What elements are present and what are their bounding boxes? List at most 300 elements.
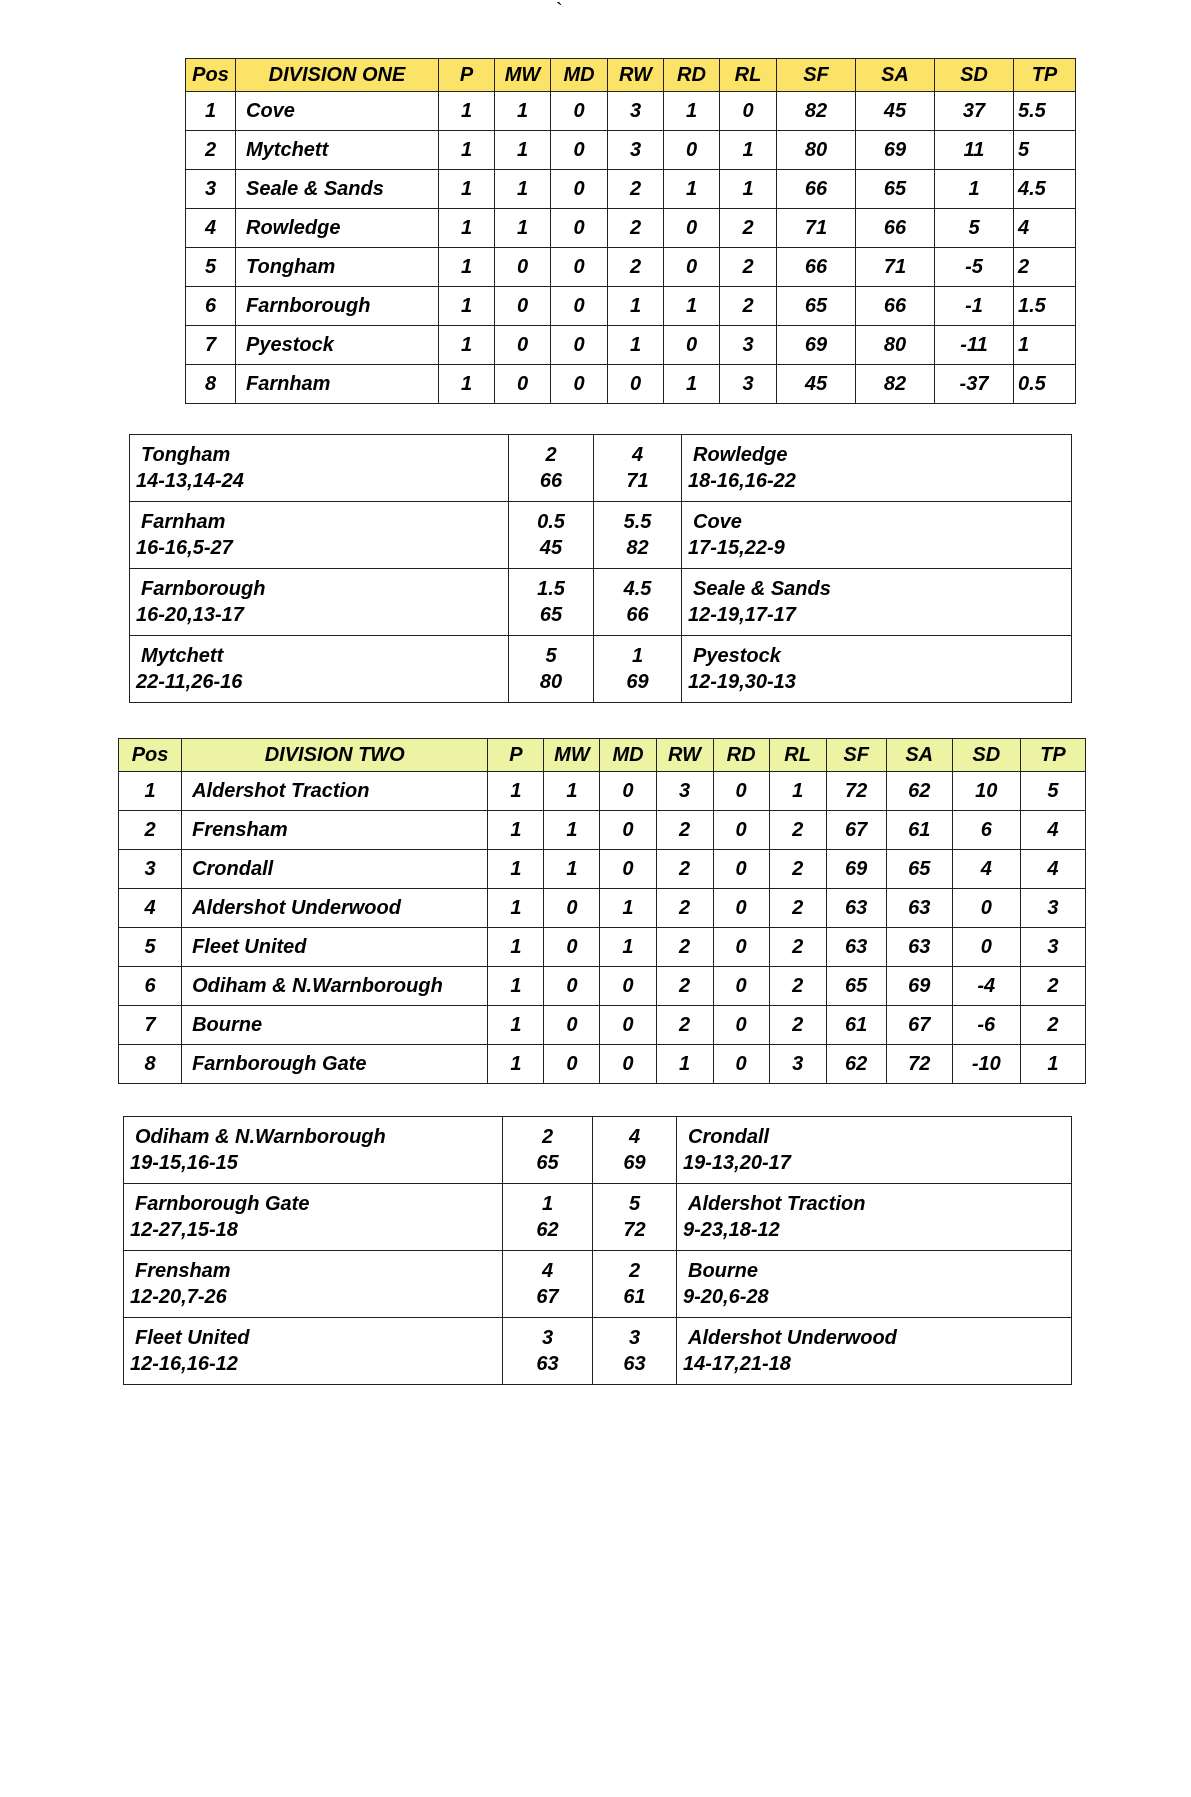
away-points: 1: [631, 645, 644, 667]
table-cell: 7: [119, 1006, 182, 1045]
team-name: Farnborough Gate: [182, 1045, 488, 1084]
away-points-cell: [593, 1184, 677, 1251]
away-game-scores: 17-15,22-9: [688, 537, 785, 559]
table-cell: 4: [186, 209, 236, 248]
column-header: TP: [1020, 739, 1085, 772]
team-name: Tongham: [236, 248, 439, 287]
home-shots-for: 67: [536, 1286, 559, 1308]
table-cell: 0: [713, 1045, 769, 1084]
table-cell: 1: [664, 365, 720, 404]
result-row: [130, 435, 1072, 502]
away-team-name: Crondall: [688, 1126, 770, 1148]
table-cell: 2: [608, 209, 664, 248]
table-cell: 3: [656, 772, 713, 811]
table-row: [186, 248, 1076, 287]
away-points-cell: [593, 1318, 677, 1385]
table-cell: 2: [119, 811, 182, 850]
table-cell: 1: [544, 811, 600, 850]
table-cell: 2: [608, 170, 664, 209]
home-points: 3: [541, 1327, 554, 1349]
table-cell: 2: [656, 850, 713, 889]
table-cell: 2: [1020, 967, 1085, 1006]
away-game-scores: 12-19,17-17: [688, 604, 796, 626]
away-points-cell: [594, 569, 682, 636]
table-cell: 0: [600, 850, 656, 889]
table-cell: 69: [826, 850, 886, 889]
away-team-cell: [682, 502, 1072, 569]
away-points: 4.5: [623, 578, 652, 600]
table-cell: 0: [600, 1006, 656, 1045]
table-row: [119, 850, 1086, 889]
table-cell: 1: [439, 287, 495, 326]
table-cell: 63: [886, 889, 952, 928]
result-row: [124, 1117, 1072, 1184]
away-team-name: Seale & Sands: [693, 578, 831, 600]
column-header: DIVISION ONE: [236, 59, 439, 92]
away-team-name: Aldershot Underwood: [688, 1327, 897, 1349]
table-cell: 72: [826, 772, 886, 811]
away-points: 3: [628, 1327, 641, 1349]
table-cell: 1: [488, 889, 544, 928]
table-cell: 61: [886, 811, 952, 850]
table-cell: 65: [777, 287, 856, 326]
table-row: [186, 209, 1076, 248]
table-cell: 7: [186, 326, 236, 365]
table-cell: 1: [488, 1006, 544, 1045]
division-one-table: [185, 58, 1076, 404]
division-two-results: [123, 1116, 1072, 1385]
table-cell: 4: [1014, 209, 1076, 248]
home-game-scores: 14-13,14-24: [136, 470, 244, 492]
column-header: DIVISION TWO: [182, 739, 488, 772]
table-cell: 1.5: [1014, 287, 1076, 326]
table-cell: 0: [544, 1006, 600, 1045]
away-team-cell: [677, 1184, 1072, 1251]
table-cell: 65: [826, 967, 886, 1006]
table-cell: 1: [656, 1045, 713, 1084]
table-cell: 6: [119, 967, 182, 1006]
home-team-name: Frensham: [135, 1260, 231, 1282]
column-header: RD: [664, 59, 720, 92]
home-points-cell: [503, 1251, 593, 1318]
home-team-name: Odiham & N.Warnborough: [135, 1126, 386, 1148]
team-name: Aldershot Traction: [182, 772, 488, 811]
table-cell: 0: [664, 209, 720, 248]
division-two-body: [119, 772, 1086, 1084]
column-header: SF: [826, 739, 886, 772]
top-mark: `: [556, 0, 563, 22]
table-cell: 67: [886, 1006, 952, 1045]
table-cell: 67: [826, 811, 886, 850]
home-points: 5: [545, 645, 557, 667]
home-team-cell: [130, 502, 509, 569]
away-points: 4: [628, 1126, 641, 1148]
home-team-cell: [124, 1251, 503, 1318]
column-header: TP: [1014, 59, 1076, 92]
home-game-scores: 12-27,15-18: [130, 1219, 238, 1241]
table-row: [186, 365, 1076, 404]
table-cell: 3: [119, 850, 182, 889]
away-points-cell: [593, 1117, 677, 1184]
header-row: [119, 739, 1086, 772]
home-points-cell: [503, 1318, 593, 1385]
home-points: 1.5: [537, 578, 565, 600]
away-team-name: Cove: [693, 511, 742, 533]
table-cell: 2: [656, 928, 713, 967]
home-points: 2: [541, 1126, 554, 1148]
table-cell: 0: [551, 365, 608, 404]
table-cell: 65: [886, 850, 952, 889]
table-cell: 63: [886, 928, 952, 967]
home-team-name: Farnborough: [141, 578, 266, 600]
home-team-cell: [124, 1117, 503, 1184]
table-cell: 71: [856, 248, 935, 287]
away-points-cell: [594, 502, 682, 569]
table-cell: 80: [777, 131, 856, 170]
team-name: Farnham: [236, 365, 439, 404]
table-cell: 1: [769, 772, 826, 811]
away-team-name: Aldershot Traction: [688, 1193, 866, 1215]
division-one-header: [186, 59, 1076, 92]
table-cell: 1: [488, 811, 544, 850]
table-row: [119, 928, 1086, 967]
table-cell: 5: [186, 248, 236, 287]
table-row: [186, 170, 1076, 209]
away-shots-for: 66: [626, 604, 649, 626]
table-row: [186, 287, 1076, 326]
column-header: SA: [856, 59, 935, 92]
table-cell: 3: [186, 170, 236, 209]
table-cell: 2: [720, 209, 777, 248]
column-header: Pos: [186, 59, 236, 92]
table-cell: 3: [720, 326, 777, 365]
away-team-name: Bourne: [688, 1260, 758, 1282]
table-cell: 1: [488, 967, 544, 1006]
table-cell: 1: [439, 365, 495, 404]
table-cell: 1: [488, 772, 544, 811]
table-cell: 6: [186, 287, 236, 326]
table-cell: -5: [935, 248, 1014, 287]
table-row: [119, 1045, 1086, 1084]
table-cell: 2: [769, 928, 826, 967]
home-game-scores: 22-11,26-16: [136, 671, 243, 693]
away-team-cell: [682, 636, 1072, 703]
team-name: Seale & Sands: [236, 170, 439, 209]
home-game-scores: 16-20,13-17: [136, 604, 244, 626]
table-cell: 0: [551, 287, 608, 326]
table-cell: 0: [713, 811, 769, 850]
away-points-cell: [593, 1251, 677, 1318]
home-team-name: Fleet United: [135, 1327, 250, 1349]
table-cell: 1: [664, 287, 720, 326]
table-cell: 2: [1020, 1006, 1085, 1045]
table-cell: 1: [1020, 1045, 1085, 1084]
home-points: 0.5: [537, 511, 565, 533]
table-row: [119, 889, 1086, 928]
home-team-cell: [130, 435, 509, 502]
home-points-cell: [503, 1117, 593, 1184]
table-row: [186, 326, 1076, 365]
table-cell: -11: [935, 326, 1014, 365]
away-team-cell: [677, 1318, 1072, 1385]
table-cell: 0: [551, 248, 608, 287]
home-points: 4: [541, 1260, 554, 1282]
table-cell: 61: [826, 1006, 886, 1045]
table-cell: 2: [656, 1006, 713, 1045]
table-cell: 62: [886, 772, 952, 811]
column-header: RL: [720, 59, 777, 92]
home-points-cell: [509, 502, 594, 569]
away-game-scores: 12-19,30-13: [688, 671, 796, 693]
table-cell: 11: [935, 131, 1014, 170]
table-cell: 10: [952, 772, 1020, 811]
table-cell: 2: [656, 811, 713, 850]
table-cell: 1: [186, 92, 236, 131]
team-name: Fleet United: [182, 928, 488, 967]
table-row: [119, 811, 1086, 850]
table-cell: 82: [856, 365, 935, 404]
team-name: Crondall: [182, 850, 488, 889]
table-cell: 4: [952, 850, 1020, 889]
table-cell: 82: [777, 92, 856, 131]
home-shots-for: 45: [539, 537, 563, 559]
away-points: 4: [631, 444, 644, 466]
table-cell: 62: [826, 1045, 886, 1084]
division-two-table: [118, 738, 1086, 1084]
away-game-scores: 9-20,6-28: [683, 1286, 769, 1308]
table-cell: 5: [1020, 772, 1085, 811]
table-cell: 2: [186, 131, 236, 170]
table-row: [186, 131, 1076, 170]
home-team-name: Mytchett: [141, 645, 224, 667]
table-cell: 1: [495, 131, 551, 170]
table-cell: 5: [119, 928, 182, 967]
result-row: [130, 636, 1072, 703]
table-cell: 3: [1020, 928, 1085, 967]
table-cell: 69: [777, 326, 856, 365]
table-cell: 1: [439, 326, 495, 365]
table-cell: 0: [713, 889, 769, 928]
result-row: [130, 502, 1072, 569]
home-game-scores: 12-16,16-12: [130, 1353, 238, 1375]
table-cell: 45: [856, 92, 935, 131]
table-cell: 2: [1014, 248, 1076, 287]
table-cell: 1: [608, 287, 664, 326]
table-cell: 0: [713, 772, 769, 811]
table-cell: 3: [1020, 889, 1085, 928]
team-name: Rowledge: [236, 209, 439, 248]
table-cell: 0: [608, 365, 664, 404]
home-shots-for: 62: [536, 1219, 559, 1241]
table-cell: 1: [720, 131, 777, 170]
table-cell: 2: [769, 889, 826, 928]
home-game-scores: 19-15,16-15: [130, 1152, 238, 1174]
table-cell: 1: [1014, 326, 1076, 365]
column-header: SA: [886, 739, 952, 772]
away-game-scores: 19-13,20-17: [683, 1152, 791, 1174]
table-cell: 2: [720, 248, 777, 287]
home-team-cell: [130, 636, 509, 703]
table-cell: 0: [664, 131, 720, 170]
table-cell: 63: [826, 889, 886, 928]
table-cell: -4: [952, 967, 1020, 1006]
table-cell: 0: [600, 1045, 656, 1084]
away-points-cell: [594, 435, 682, 502]
team-name: Mytchett: [236, 131, 439, 170]
table-cell: 4: [1020, 850, 1085, 889]
table-cell: 0: [713, 850, 769, 889]
table-cell: 2: [769, 850, 826, 889]
home-game-scores: 12-20,7-26: [130, 1286, 227, 1308]
table-cell: 1: [488, 850, 544, 889]
table-cell: 0: [713, 928, 769, 967]
home-points: 2: [545, 444, 557, 466]
table-cell: -1: [935, 287, 1014, 326]
away-points-cell: [594, 636, 682, 703]
table-cell: 0: [551, 92, 608, 131]
away-team-name: Rowledge: [693, 444, 788, 466]
away-points: 5: [628, 1193, 641, 1215]
table-cell: 0: [952, 928, 1020, 967]
table-cell: 1: [664, 170, 720, 209]
away-shots-for: 69: [623, 1152, 646, 1174]
table-cell: 1: [544, 772, 600, 811]
column-header: RD: [713, 739, 769, 772]
table-cell: 69: [856, 131, 935, 170]
team-name: Cove: [236, 92, 439, 131]
division-one-results-body: [130, 435, 1072, 703]
table-cell: 1: [608, 326, 664, 365]
home-shots-for: 66: [539, 470, 563, 492]
division-one-body: [186, 92, 1076, 404]
table-cell: 1: [720, 170, 777, 209]
column-header: SD: [952, 739, 1020, 772]
result-row: [124, 1251, 1072, 1318]
home-points: 1: [541, 1193, 554, 1215]
result-row: [124, 1184, 1072, 1251]
table-cell: -10: [952, 1045, 1020, 1084]
table-cell: 1: [439, 170, 495, 209]
away-shots-for: 63: [623, 1353, 646, 1375]
column-header: P: [439, 59, 495, 92]
division-one-results: [129, 434, 1072, 703]
home-team-name: Farnborough Gate: [135, 1193, 310, 1215]
column-header: Pos: [119, 739, 182, 772]
table-cell: 3: [720, 365, 777, 404]
table-cell: 1: [495, 92, 551, 131]
division-two-header: [119, 739, 1086, 772]
table-cell: 0: [544, 967, 600, 1006]
table-cell: 1: [488, 928, 544, 967]
table-cell: 72: [886, 1045, 952, 1084]
table-cell: 0: [551, 170, 608, 209]
team-name: Farnborough: [236, 287, 439, 326]
table-cell: 0: [495, 365, 551, 404]
table-cell: 0: [544, 889, 600, 928]
table-cell: 5: [1014, 131, 1076, 170]
table-cell: 2: [769, 1006, 826, 1045]
column-header: RW: [656, 739, 713, 772]
table-cell: 5: [935, 209, 1014, 248]
away-points: 5.5: [623, 511, 652, 533]
table-cell: 0.5: [1014, 365, 1076, 404]
table-cell: 8: [186, 365, 236, 404]
table-cell: 2: [769, 967, 826, 1006]
table-cell: 66: [856, 209, 935, 248]
table-cell: 63: [826, 928, 886, 967]
away-shots-for: 82: [626, 537, 649, 559]
away-shots-for: 69: [626, 671, 649, 693]
table-cell: 1: [439, 209, 495, 248]
column-header: MD: [600, 739, 656, 772]
table-cell: 8: [119, 1045, 182, 1084]
away-team-cell: [677, 1117, 1072, 1184]
table-cell: 37: [935, 92, 1014, 131]
table-row: [119, 967, 1086, 1006]
away-game-scores: 18-16,16-22: [688, 470, 796, 492]
table-cell: 0: [600, 811, 656, 850]
table-row: [119, 1006, 1086, 1045]
home-points-cell: [503, 1184, 593, 1251]
table-cell: -6: [952, 1006, 1020, 1045]
team-name: Odiham & N.Warnborough: [182, 967, 488, 1006]
table-row: [186, 92, 1076, 131]
home-team-cell: [124, 1318, 503, 1385]
column-header: MD: [551, 59, 608, 92]
table-cell: 1: [439, 248, 495, 287]
table-row: [119, 772, 1086, 811]
table-cell: 66: [856, 287, 935, 326]
table-cell: 1: [119, 772, 182, 811]
table-cell: 3: [608, 131, 664, 170]
home-points-cell: [509, 435, 594, 502]
table-cell: 80: [856, 326, 935, 365]
table-cell: 1: [544, 850, 600, 889]
table-cell: 0: [544, 928, 600, 967]
table-cell: 0: [495, 248, 551, 287]
table-cell: 0: [600, 772, 656, 811]
table-cell: 2: [608, 248, 664, 287]
table-cell: 0: [495, 326, 551, 365]
result-row: [124, 1318, 1072, 1385]
away-game-scores: 14-17,21-18: [683, 1353, 791, 1375]
table-cell: 4: [1020, 811, 1085, 850]
away-points: 2: [628, 1260, 641, 1282]
column-header: MW: [495, 59, 551, 92]
table-cell: 0: [551, 131, 608, 170]
table-cell: 1: [439, 92, 495, 131]
table-cell: 66: [777, 170, 856, 209]
home-shots-for: 65: [539, 604, 563, 626]
table-cell: 1: [495, 170, 551, 209]
away-team-name: Pyestock: [693, 645, 781, 667]
table-cell: 4.5: [1014, 170, 1076, 209]
home-team-cell: [124, 1184, 503, 1251]
column-header: RW: [608, 59, 664, 92]
column-header: P: [488, 739, 544, 772]
result-row: [130, 569, 1072, 636]
table-cell: 0: [495, 287, 551, 326]
table-cell: 0: [600, 967, 656, 1006]
table-cell: 1: [935, 170, 1014, 209]
home-shots-for: 80: [539, 671, 563, 693]
table-cell: 1: [600, 889, 656, 928]
table-cell: 1: [495, 209, 551, 248]
table-cell: 2: [769, 811, 826, 850]
header-row: [186, 59, 1076, 92]
team-name: Bourne: [182, 1006, 488, 1045]
table-cell: 2: [656, 889, 713, 928]
